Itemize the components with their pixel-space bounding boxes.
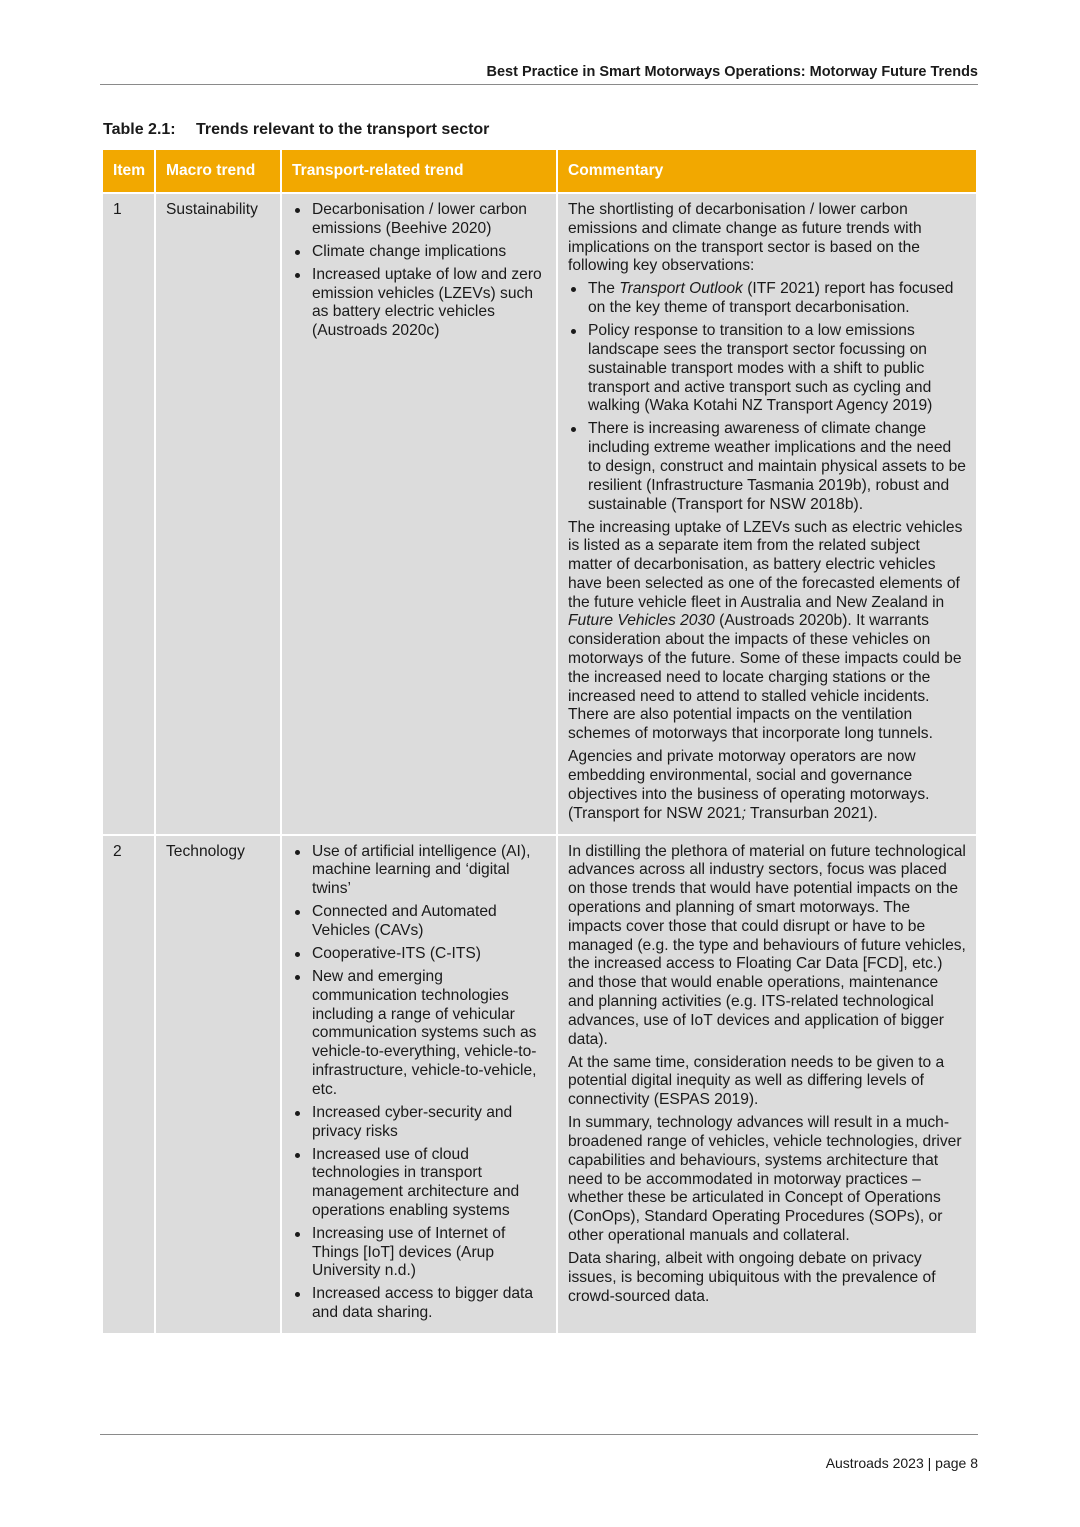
commentary-paragraph: The shortlisting of decarbonisation / lower carbon emissions and climate change as future trends with implications on the transport sector is based on the following key observations: [568, 201, 922, 275]
table-title: Trends relevant to the transport sector [196, 121, 490, 138]
transport-trends-cell [281, 193, 557, 835]
commentary-paragraph: In summary, technology advances will result in a much-broadened range of vehicles, vehicle technologies, driver capabilities and behaviours, systems architecture that need to be accommodated in motorway practices – whether these be articulated in Concept of Operations (ConOps), Standard Operating Procedures (SOPs), or other operational manuals and collateral. [568, 1114, 962, 1244]
trend-list [292, 843, 546, 1323]
trend-item: Increased use of cloud technologies in transport management architecture and operations enabling systems [292, 1146, 546, 1221]
trend-item: Increasing use of Internet of Things [IoT] devices (Arup University n.d.) [292, 1225, 546, 1281]
commentary-bullet-list [568, 280, 966, 514]
running-header: Best Practice in Smart Motorways Operations: Motorway Future Trends [100, 64, 978, 85]
table-header-row [103, 150, 976, 193]
trend-item: Use of artificial intelligence (AI), machine learning and ‘digital twins’ [292, 843, 546, 899]
commentary-paragraph: Agencies and private motorway operators are now embedding environmental, social and governance objectives into the business of operating motorways. (Transport for NSW 2021; Transurban 2021). [568, 748, 930, 822]
trend-item: Increased cyber-security and privacy risks [292, 1104, 546, 1142]
header-item: Item [103, 150, 155, 193]
table-number: Table 2.1: [103, 121, 176, 138]
trends-table [103, 150, 976, 1333]
commentary-paragraph: The increasing uptake of LZEVs such as electric vehicles is listed as a separate item from the related subject matter of decarbonisation, as battery electric vehicles have been selected as one of the forecasted elements of the future vehicle fleet in Australia and New Zealand in Future Vehicles 2030 (Austroads 2020b). It warrants consideration about the impacts of these vehicles on motorways of the future. Some of these impacts could be the increased need to locate charging stations or the increased need to attend to stalled vehicle incidents. There are also potential impacts on the ventilation schemes of motorways that incorporate long tunnels. [568, 518, 963, 743]
macro-trend: Sustainability [155, 193, 281, 835]
page-footer: Austroads 2023 | page 8 [825, 1455, 978, 1471]
trend-item: Increased access to bigger data and data sharing. [292, 1285, 546, 1323]
header-macro-trend: Macro trend [155, 150, 281, 193]
item-number: 1 [103, 193, 155, 835]
commentary-paragraph: In distilling the plethora of material on future technological advances across all industry sectors, focus was placed on those trends that would have potential impacts on the operations and planning of smart motorways. The impacts cover those that could disrupt or have to be managed (e.g. the type and behaviours of future vehicles, the increased access to Floating Car Data [FCD], etc.) and those that would enable operations, maintenance and planning activities (e.g. ITS-related technological advances, use of IoT devices and application of bigger data). [568, 842, 966, 1048]
table-row [103, 835, 976, 1334]
trend-list [292, 201, 546, 341]
commentary-bullet: Policy response to transition to a low emissions landscape sees the transport sector focussing on sustainable transport modes with a shift to public transport and active transport such as cycling and walking (Waka Kotahi NZ Transport Agency 2019) [568, 322, 966, 416]
commentary-bullet: There is increasing awareness of climate change including extreme weather implications and the need to design, construct and maintain physical assets to be resilient (Infrastructure Tasmania 2019b), robust and sustainable (Transport for NSW 2018b). [568, 420, 966, 514]
trend-item: New and emerging communication technologies including a range of vehicular communication systems such as vehicle-to-everything, vehicle-to-infrastructure, vehicle-to-vehicle, etc. [292, 968, 546, 1100]
trend-item: Climate change implications [292, 243, 546, 262]
commentary-cell [557, 193, 976, 835]
trend-item: Decarbonisation / lower carbon emissions (Beehive 2020) [292, 201, 546, 239]
commentary-bullet: The Transport Outlook (ITF 2021) report has focused on the key theme of transport decarbonisation. [568, 280, 966, 318]
commentary-paragraph: At the same time, consideration needs to be given to a potential digital inequity as well as differing levels of connectivity (ESPAS 2019). [568, 1053, 945, 1109]
macro-trend: Technology [155, 835, 281, 1334]
trend-item: Increased uptake of low and zero emission vehicles (LZEVs) such as battery electric vehicles (Austroads 2020c) [292, 266, 546, 341]
footer-divider [100, 1434, 978, 1435]
trend-item: Cooperative-ITS (C-ITS) [292, 945, 546, 964]
header-transport-trend: Transport-related trend [281, 150, 557, 193]
trend-item: Connected and Automated Vehicles (CAVs) [292, 903, 546, 941]
table-caption [103, 121, 489, 139]
table-row [103, 193, 976, 835]
transport-trends-cell [281, 835, 557, 1334]
commentary-paragraph: Data sharing, albeit with ongoing debate on privacy issues, is becoming ubiquitous with the prevalence of crowd-sourced data. [568, 1249, 936, 1305]
item-number: 2 [103, 835, 155, 1334]
commentary-cell [557, 835, 976, 1334]
header-commentary: Commentary [557, 150, 976, 193]
